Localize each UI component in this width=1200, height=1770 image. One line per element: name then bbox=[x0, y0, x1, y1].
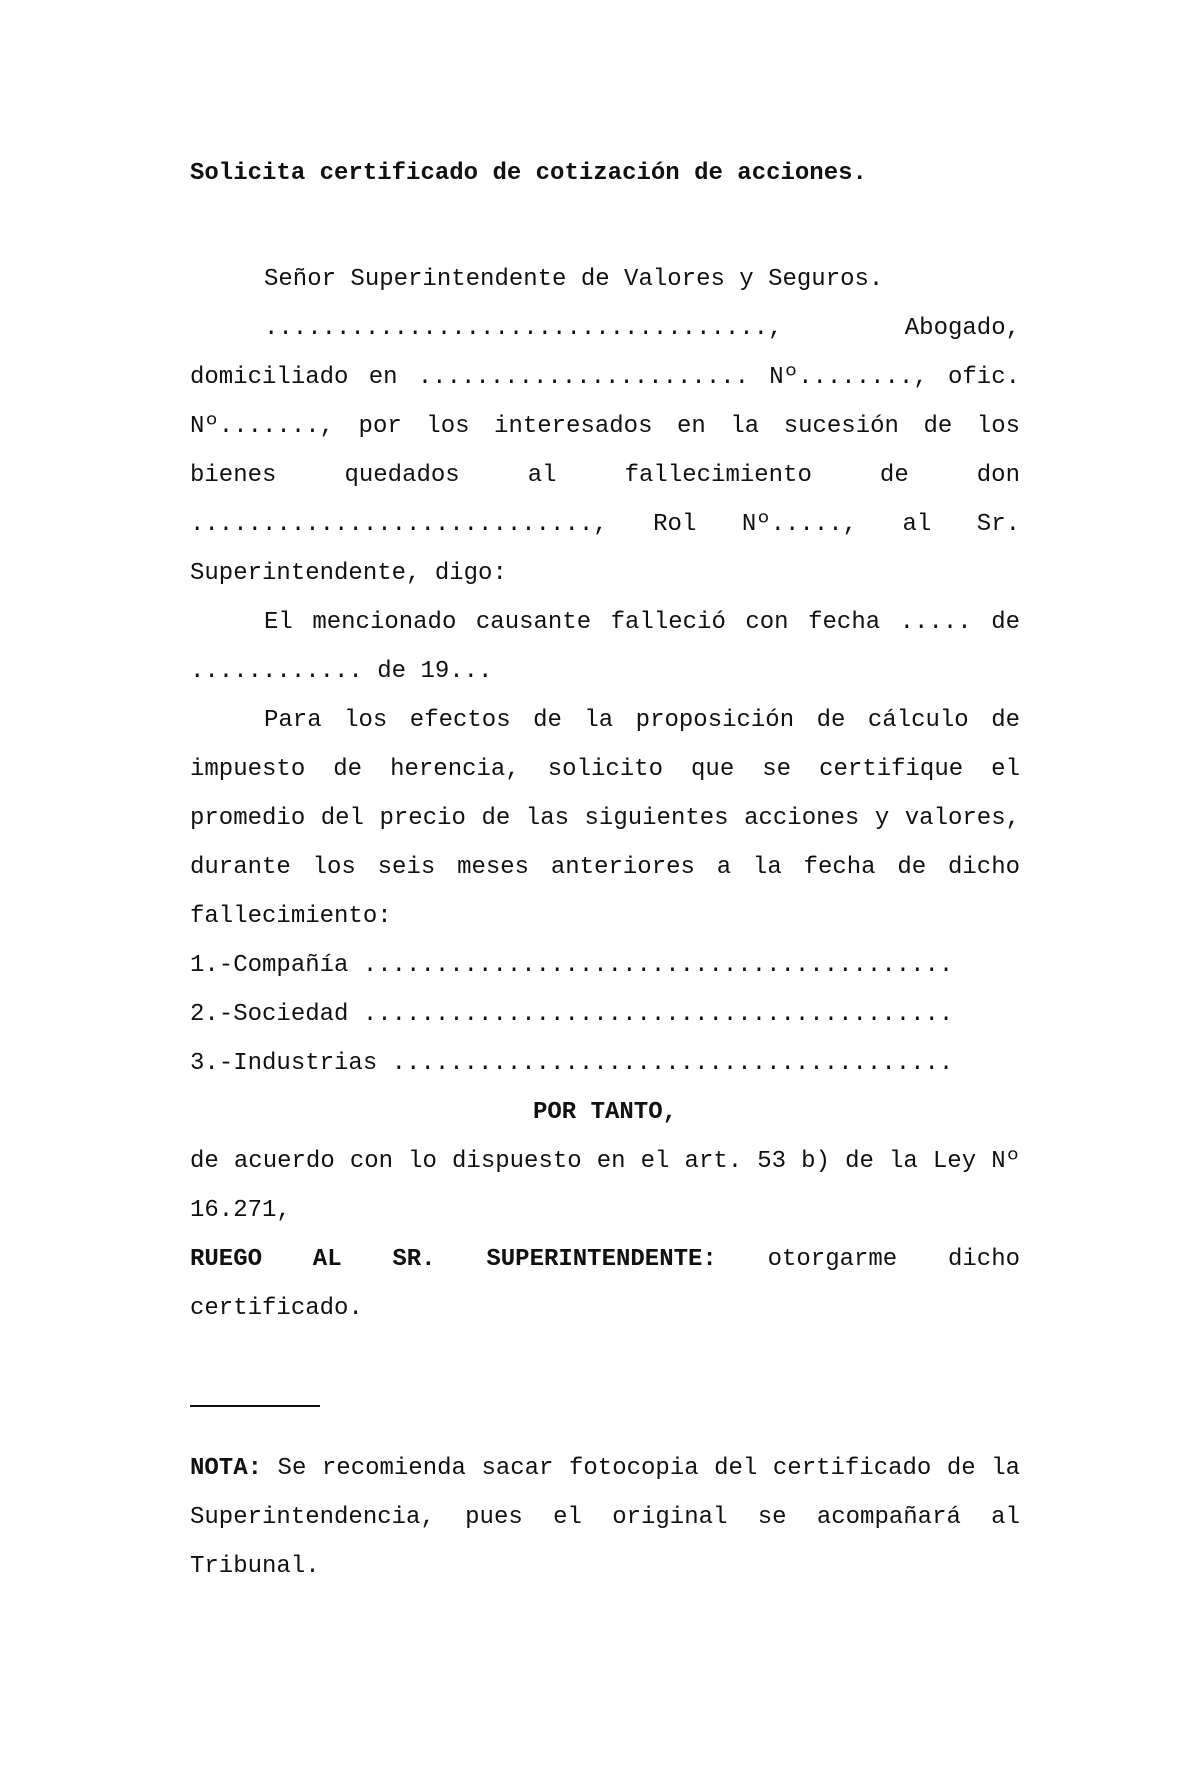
request-paragraph bbox=[190, 1235, 1020, 1333]
document-title: Solicita certificado de cotización de acciones. bbox=[190, 160, 867, 187]
note-label: NOTA: bbox=[190, 1455, 263, 1482]
law-reference: de acuerdo con lo dispuesto en el art. 53 b) de la Ley Nº 16.271, bbox=[190, 1148, 1020, 1224]
death-date-paragraph: El mencionado causante falleció con fecha ..... de ............ de 19... bbox=[190, 609, 1020, 685]
salutation: Señor Superintendente de Valores y Seguros. bbox=[264, 266, 884, 293]
request-purpose-paragraph: Para los efectos de la proposición de cálculo de impuesto de herencia, solicito que se certifique el promedio del precio de las siguientes acciones y valores, durante los seis meses anteriores a la fecha de dicho fallecimiento: bbox=[190, 707, 1020, 930]
list-item: 3.-Industrias ....................................... bbox=[190, 1050, 954, 1077]
request-label: RUEGO AL SR. SUPERINTENDENTE: bbox=[190, 1246, 717, 1273]
intro-paragraph: ..................................., Abogado, domiciliado en ....................... Nº........, ofic. Nº......., por los interesados en la sucesión de los bienes quedados al fallecimiento de don ............................, Rol Nº....., al Sr. Superintendente, digo: bbox=[190, 315, 1020, 587]
list-item: 2.-Sociedad ......................................... bbox=[190, 1001, 954, 1028]
request-text: otorgarme dicho certificado. bbox=[190, 1246, 1021, 1322]
note-text: Se recomienda sacar fotocopia del certificado de la Superintendencia, pues el original se acompañará al Tribunal. bbox=[190, 1455, 1020, 1580]
por-tanto-heading: POR TANTO, bbox=[532, 1099, 678, 1126]
footnote-divider bbox=[190, 1405, 320, 1407]
list-item: 1.-Compañía ......................................... bbox=[190, 952, 954, 979]
document-body bbox=[190, 255, 1020, 1333]
note-paragraph bbox=[190, 1444, 1020, 1591]
